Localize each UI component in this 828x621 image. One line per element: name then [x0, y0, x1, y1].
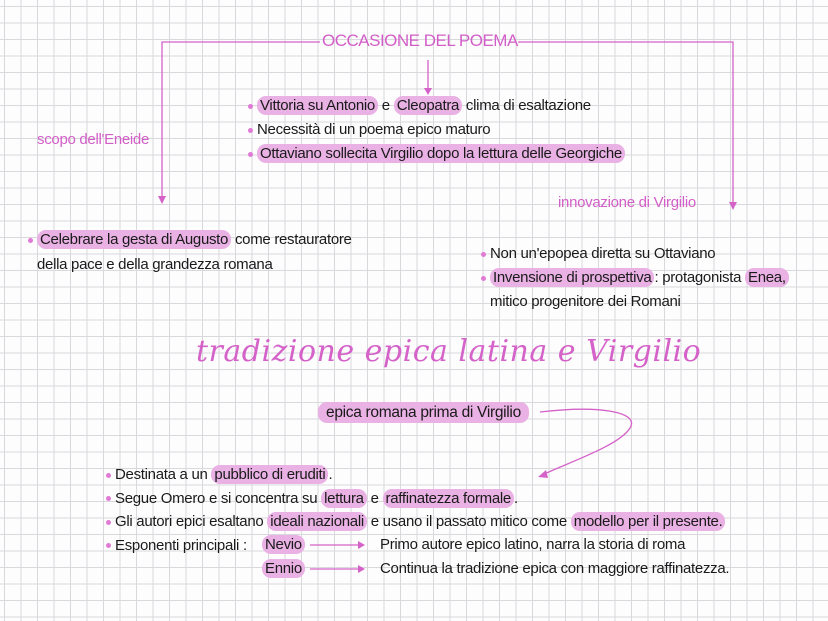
bullet-icon	[248, 104, 253, 109]
bullet-icon	[481, 252, 486, 257]
highlighted-text: pubblico di eruditi	[211, 465, 328, 484]
list-item	[481, 267, 789, 291]
author-ennio	[262, 558, 305, 580]
text: .	[513, 489, 518, 507]
bullet-icon	[106, 543, 111, 548]
text: Non un'epopea diretta su Ottaviano	[490, 245, 716, 262]
highlighted-text: Celebrare la gesta di Augusto	[37, 230, 231, 249]
scopo-list	[28, 229, 352, 279]
list-item	[481, 243, 789, 267]
highlighted-text: Ottaviano sollecita Virgilio dopo la lettura delle Georgiche	[257, 144, 625, 163]
list-item	[248, 119, 625, 143]
highlighted-text: lettura	[321, 489, 367, 508]
text: .	[328, 466, 333, 483]
author-desc: Continua la tradizione epica con maggiore raffinatezza.	[380, 560, 730, 577]
text: della pace e della grandezza romana	[37, 256, 273, 273]
text: Destinata a un	[115, 466, 212, 483]
highlighted-text: ideali nazionali	[267, 512, 367, 531]
highlighted-text: Cleopatra	[394, 96, 462, 115]
label-innovazione: innovazione di Virgilio	[558, 194, 696, 211]
bullet-icon	[481, 276, 486, 281]
text: clima di esaltazione	[462, 97, 591, 114]
text: e usano il passato mitico come	[366, 513, 571, 530]
innovazione-list	[481, 243, 789, 315]
author-name: Nevio	[262, 535, 305, 554]
list-item	[481, 291, 789, 315]
header-title: OCCASIONE DEL POEMA	[322, 31, 518, 50]
highlighted-text: Vittoria su Antonio	[257, 96, 378, 115]
list-item	[106, 488, 725, 512]
highlighted-text: Invensione di prospettiva	[490, 268, 654, 287]
text: Gli autori epici esaltano	[115, 513, 268, 530]
section-title: tradizione epica latina e Virgilio	[196, 334, 702, 369]
list-item	[248, 95, 625, 119]
bullet-icon	[248, 152, 253, 157]
text: : protagonista	[654, 269, 746, 286]
list-item	[28, 229, 352, 254]
text: mitico progenitore dei Romani	[490, 293, 681, 310]
occasione-list	[248, 95, 625, 167]
epica-label: epica romana prima di Virgilio	[318, 402, 529, 423]
author-desc: Primo autore epico latino, narra la storia di roma	[380, 536, 686, 553]
bullet-icon	[106, 473, 111, 478]
bullet-icon	[106, 496, 111, 501]
highlighted-text: raffinatezza formale	[383, 489, 514, 508]
list-item	[28, 254, 352, 279]
list-item	[106, 511, 725, 535]
highlighted-text: Enea,	[745, 268, 789, 287]
highlighted-text: modello per il presente.	[571, 512, 726, 531]
list-item	[248, 143, 625, 167]
list-item	[106, 464, 725, 488]
text: Segue Omero e si concentra su	[115, 489, 322, 507]
bullet-icon	[106, 520, 111, 525]
author-name: Ennio	[262, 559, 305, 578]
text: Necessità di un poema epico maturo	[257, 121, 491, 138]
label-scopo: scopo dell'Eneide	[37, 131, 150, 148]
text: Esponenti principali :	[115, 536, 247, 554]
text: come restauratore	[231, 231, 352, 248]
text: e	[366, 489, 383, 507]
bullet-icon	[248, 128, 253, 133]
text: e	[377, 97, 394, 114]
author-nevio	[262, 534, 305, 556]
bullet-icon	[28, 238, 33, 243]
